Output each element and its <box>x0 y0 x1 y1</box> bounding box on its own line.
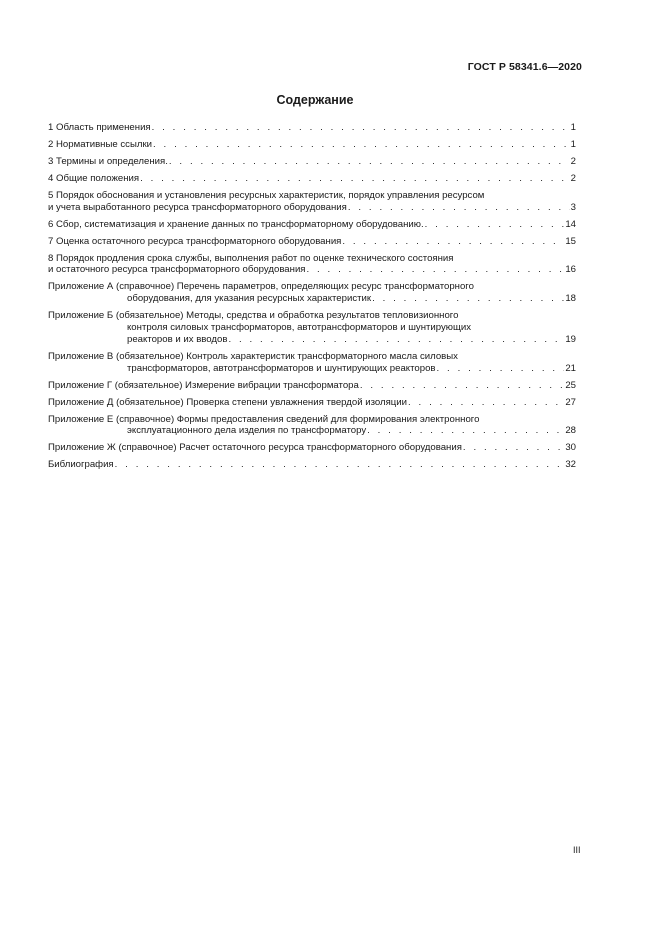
toc-entry-title: контроля силовых трансформаторов, автотрансформаторов и шунтирующих <box>127 322 472 334</box>
toc-leader-dots <box>307 264 565 276</box>
toc-leader-dots <box>348 202 570 214</box>
toc-leader-dots <box>140 173 570 185</box>
toc-entry-title: Приложение В (обязательное) Контроль характеристик трансформаторного масла силовых <box>48 350 458 362</box>
toc-leader-dots <box>463 442 564 454</box>
toc-leader-dots <box>437 363 565 375</box>
toc-page-number: 15 <box>565 235 576 247</box>
toc-entry-title: реакторов и их вводов <box>127 333 228 345</box>
toc-page-number: 18 <box>565 293 576 305</box>
toc-page-number: 30 <box>565 442 576 454</box>
toc-leader-dots <box>153 139 570 151</box>
page-title: Содержание <box>276 93 354 107</box>
toc-entry[interactable] <box>48 351 576 375</box>
toc-entry-title: Приложение Е (справочное) Формы предоставления сведений для формирования электронного <box>48 413 480 425</box>
toc-page-number: 1 <box>570 138 576 150</box>
toc-page-number: 16 <box>565 264 576 276</box>
document-header-id: ГОСТ Р 58341.6—2020 <box>467 61 582 73</box>
toc-page-number: 2 <box>570 172 576 184</box>
toc-entry[interactable] <box>48 190 576 214</box>
toc-entry-title: Приложение А (справочное) Перечень параметров, определяющих ресурс трансформаторного <box>48 281 474 293</box>
toc-entry[interactable] <box>48 459 576 471</box>
toc-page-number: 1 <box>570 122 576 133</box>
toc-entry[interactable] <box>48 380 576 392</box>
toc-entry-title: и остаточного ресурса трансформаторного оборудования <box>48 264 306 276</box>
toc-page-number: 21 <box>565 362 576 374</box>
toc-entry-title: 1 Область применения <box>48 122 151 133</box>
toc-page-number: 19 <box>565 333 576 345</box>
page-number: III <box>573 845 581 855</box>
toc-page-number: 25 <box>565 379 576 391</box>
toc-entry[interactable] <box>48 310 576 345</box>
toc-entry-title: 5 Порядок обоснования и установления ресурсных характеристик, порядок управления ресурсом <box>48 189 485 201</box>
toc-entry-title: и учета выработанного ресурса трансформаторного оборудования <box>48 201 347 213</box>
toc-entry[interactable] <box>48 442 576 454</box>
toc-leader-dots <box>408 397 564 409</box>
toc-entry-title: 8 Порядок продления срока службы, выполнения работ по оценке технического состояния <box>48 252 454 264</box>
toc-leader-dots <box>425 219 565 231</box>
toc-leader-dots <box>152 122 570 134</box>
toc-entry-title: 4 Общие положения <box>48 172 140 184</box>
toc-entry[interactable] <box>48 173 576 185</box>
toc-page-number: 28 <box>565 425 576 437</box>
toc-entry[interactable] <box>48 139 576 151</box>
toc-entry-title: оборудования, для указания ресурсных характеристик <box>127 293 372 305</box>
toc-leader-dots <box>367 425 564 437</box>
toc-entry-title: Приложение Ж (справочное) Расчет остаточного ресурса трансформаторного оборудования <box>48 442 462 454</box>
toc-entry-title: Библиография <box>48 459 114 471</box>
toc-entry-title: Приложение Б (обязательное) Методы, средства и обработка результатов тепловизионного <box>48 310 459 322</box>
toc-page-number: 2 <box>570 155 576 167</box>
toc-entry[interactable] <box>48 253 576 277</box>
toc-page-number: 14 <box>565 218 576 230</box>
toc-entry-title: Приложение Г (обязательное) Измерение вибрации трансформатора <box>48 379 359 391</box>
toc-leader-dots <box>169 156 570 168</box>
toc-entry-title: трансформаторов, автотрансформаторов и шунтирующих реакторов <box>127 362 436 374</box>
toc-leader-dots <box>228 334 564 346</box>
toc-entry[interactable] <box>48 281 576 305</box>
toc-entry[interactable] <box>48 414 576 438</box>
toc-entry-title: эксплуатационного дела изделия по трансформатору <box>127 425 367 437</box>
toc-entry-title: 3 Термины и определения. <box>48 155 168 167</box>
toc-leader-dots <box>342 236 564 248</box>
toc-entry-title: 2 Нормативные ссылки <box>48 138 153 150</box>
toc-entry[interactable] <box>48 156 576 168</box>
toc-page-number: 3 <box>570 201 576 213</box>
toc-page-number: 32 <box>565 459 576 471</box>
toc-leader-dots <box>115 459 565 471</box>
toc-entry[interactable] <box>48 397 576 409</box>
toc-page-number: 27 <box>565 396 576 408</box>
toc-entry[interactable] <box>48 219 576 231</box>
toc-leader-dots <box>360 380 564 392</box>
toc-entry[interactable] <box>48 122 576 134</box>
toc-entry-title: Приложение Д (обязательное) Проверка степени увлажнения твердой изоляции <box>48 396 408 408</box>
table-of-contents <box>48 122 576 476</box>
toc-entry-title: 6 Сбор, систематизация и хранение данных по трансформаторному оборудованию. <box>48 218 424 230</box>
toc-entry-title: 7 Оценка остаточного ресурса трансформаторного оборудования <box>48 235 342 247</box>
toc-entry[interactable] <box>48 236 576 248</box>
toc-leader-dots <box>372 293 564 305</box>
